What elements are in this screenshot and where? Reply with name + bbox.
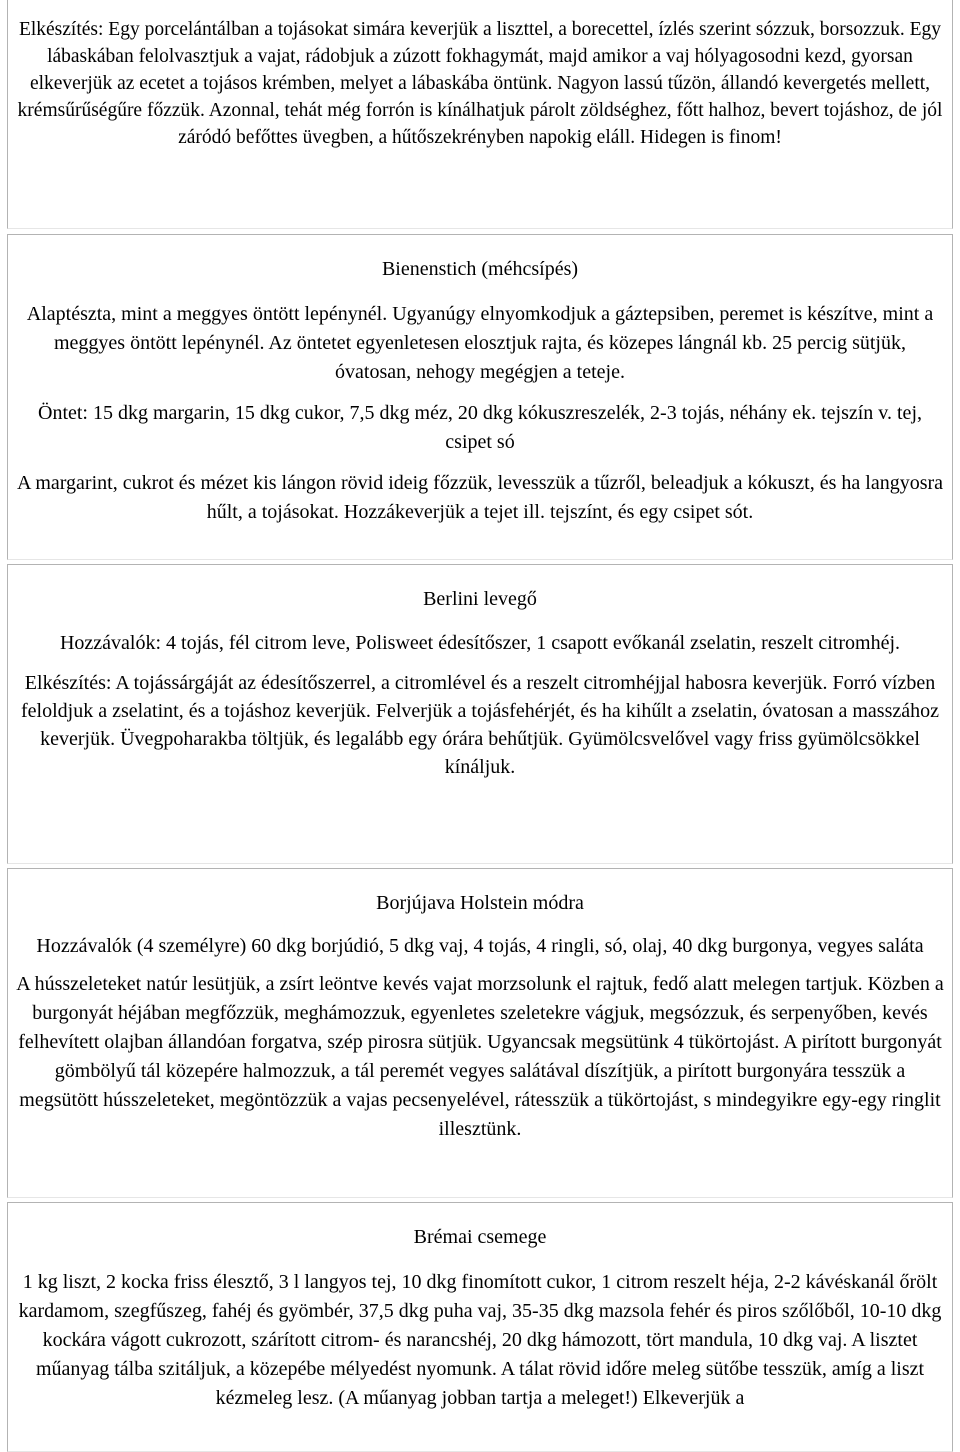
recipe-paragraph: A margarint, cukrot és mézet kis lángon rövid ideig főzzük, levesszük a tűzről, beleadjuk a kókuszt, és ha langyosra hűlt, a tojásokat. Hozzákeverjük a tejet ill. tejszínt, és egy csipet sót. [16, 472, 944, 523]
recipe-title: Berlini levegő [423, 588, 537, 610]
recipe-title: Bienenstich (méhcsípés) [381, 258, 579, 280]
recipe-cell [7, 0, 953, 229]
recipe-paragraph: Alaptészta, mint a meggyes öntött lepénynél. Ugyanúgy elnyomkodjuk a gáztepsiben, peremet is készítve, mint a meggyes öntött lepénynél. Az öntetet egyenletesen elosztjuk rajta, és közepes lángnál kb. 25 percig sütjük, óvatosan, nehogy megégjen a teteje. [26, 303, 934, 383]
recipe-paragraph: Elkészítés: A tojássárgáját az édesítőszerrel, a citromlével és a reszelt citromhéjjal habosra keverjük. Forró vízben feloldjuk a zselatint, és a tojáshoz keverjük. Felverjük a tojásfehérjét, és ha kihűlt a zselatin, óvatosan a masszához keverjük. Üvegpoharakba töltjük, és legalább egy órára behűtjük. Gyümölcsvelővel vagy friss gyümölcsökkel kínáljuk. [20, 672, 940, 778]
recipe-paragraph: 1 kg liszt, 2 kocka friss élesztő, 3 l langyos tej, 10 dkg finomított cukor, 1 citrom reszelt héja, 2-2 kávéskanál őrölt kardamom, szegfűszeg, fahéj és gyömbér, 37,5 dkg puha vaj, 35-35 dkg mazsola fehér és piros szőlőből, 10-10 dkg kockára vágott cukrozott, szárított citrom- és narancshéj, 20 dkg hámozott, tört mandula, 10 dkg vaj. A lisztet műanyag tálba szitáljuk, a közepébe mélyedést nyomunk. A tálat rövid időre meleg sütőbe tesszük, amíg a liszt kézmeleg lesz. (A műanyag jobban tartja a meleget!) Elkeverjük a [18, 1271, 942, 1409]
recipe-paragraph: Elkészítés: Egy porcelántálban a tojásokat simára keverjük a liszttel, a borecettel, ízlés szerint sózzuk, borsozzuk. Egy lábaskában felolvasztjuk a vajat, rádobjuk a zúzott fokhagymát, majd amikor a vaj hólyagosodni kezd, gyorsan elkeverjük az ecetet a tojásos krémben, melyet a lábaskába öntünk. Nagyon lassú tűzön, állandó kevergetés mellett, krémsűrűségűre főzzük. Azonnal, tehát még forrón is kínálhatjuk párolt zöldséghez, főtt halhoz, bevert tojáshoz, de jól záródó befőttes üvegben, a hűtőszekrényben napokig eláll. Hidegen is finom! [17, 19, 943, 148]
recipe-paragraph: A hússzeleteket natúr lesütjük, a zsírt leöntve kevés vajat morzsolunk el rajtuk, fedő alatt melegen tartjuk. Közben a burgonyát héjában megfőzzük, meghámozzuk, egyenletes szeletekre vágjuk, megsózzuk, és serpenyőben, kevés felhevített olajban állandóan forgatva, szép pirosra sütjük. Ugyancsak megsütünk 4 tükörtojást. A pirított burgonyát gömbölyű tál közepére halmozzuk, a tál peremét vegyes salátával díszítjük, a pirított burgonyára tesszük a megsütött hússzeleteket, megöntözzük a vajas pecsenyelével, rátesszük a tükörtojást, s mindegyikre egy-egy ringlit illesztünk. [16, 973, 944, 1140]
recipe-paragraph: Hozzávalók (4 személyre) 60 dkg borjúdió, 5 dkg vaj, 4 tojás, 4 ringli, só, olaj, 40 dkg burgonya, vegyes saláta [36, 935, 924, 957]
recipe-paragraph: Öntet: 15 dkg margarin, 15 dkg cukor, 7,5 dkg méz, 20 dkg kókuszreszelék, 2-3 tojás, néhány ek. tejszín v. tej, csipet só [38, 402, 922, 453]
recipe-cell [7, 868, 953, 1198]
recipe-title: Brémai csemege [413, 1226, 547, 1248]
recipe-cell [7, 234, 953, 560]
recipe-paragraph: Hozzávalók: 4 tojás, fél citrom leve, Polisweet édesítőszer, 1 csapott evőkanál zselatin, reszelt citromhéj. [59, 632, 901, 654]
recipe-cell [7, 1202, 953, 1452]
recipe-cell [7, 564, 953, 864]
recipe-title: Borjújava Holstein módra [376, 892, 584, 914]
